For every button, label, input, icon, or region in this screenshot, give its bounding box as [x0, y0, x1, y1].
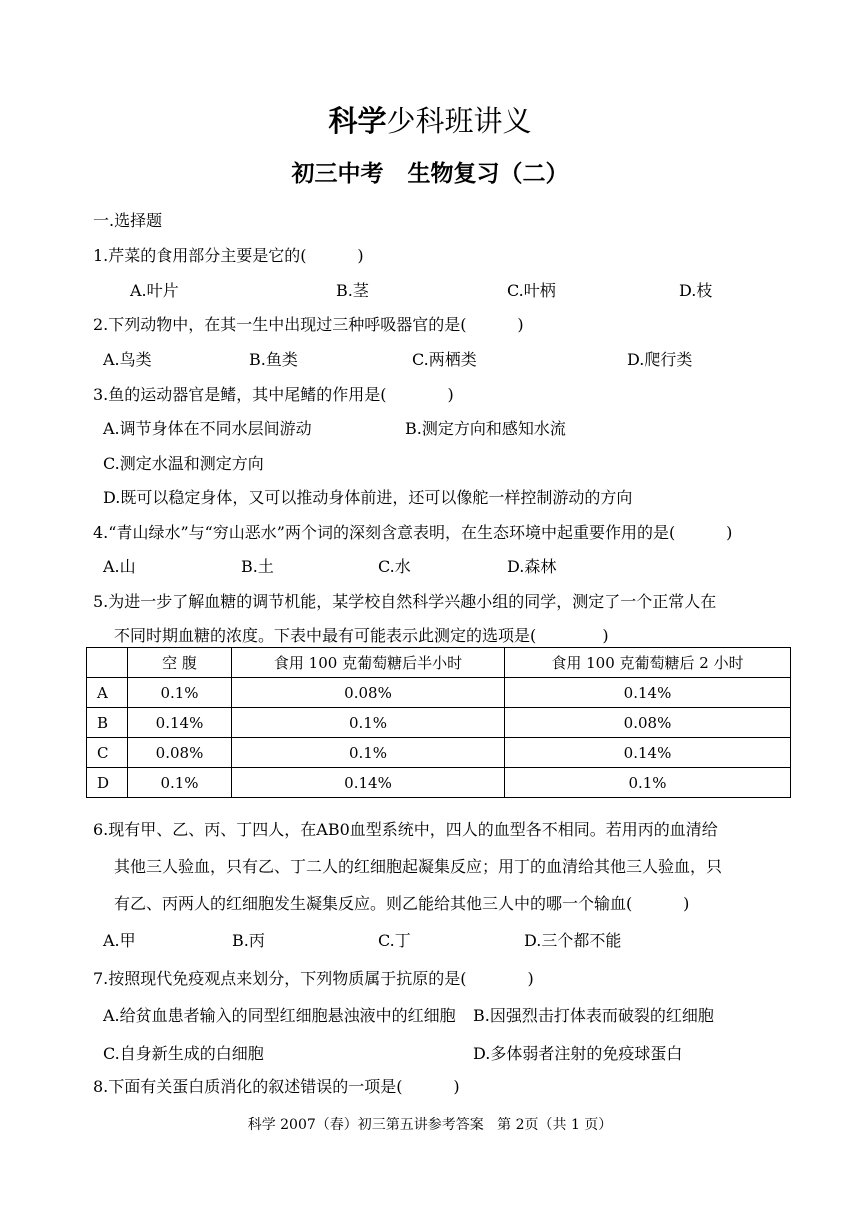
question-option: D.三个都不能: [524, 931, 622, 950]
question-option: C.测定水温和测定方向: [103, 454, 264, 473]
table-cell: 0.08%: [128, 738, 232, 768]
question-stem: 1.芹菜的食用部分主要是它的( ): [93, 246, 364, 265]
question-option: C.水: [378, 557, 411, 576]
question-option: B.测定方向和感知水流: [405, 419, 566, 438]
question-option: A.调节身体在不同水层间游动: [103, 419, 312, 438]
question-option: C.两栖类: [412, 350, 477, 369]
question-option: A.鸟类: [103, 350, 152, 369]
table-cell: 0.1%: [128, 678, 232, 708]
table-cell: A: [87, 678, 128, 708]
question-stem: 5.为进一步了解血糖的调节机能，某学校自然科学兴趣小组的同学，测定了一个正常人在: [93, 592, 717, 611]
question-stem: 8.下面有关蛋白质消化的叙述错误的一项是( ): [93, 1077, 460, 1096]
question-option: A.山: [103, 557, 136, 576]
table-cell: C: [87, 738, 128, 768]
table-cell: 0.1%: [232, 738, 505, 768]
question-option: C.自身新生成的白细胞: [103, 1044, 264, 1063]
question-option: D.枝: [679, 281, 713, 300]
table-row: [87, 678, 791, 708]
question-stem: 6.现有甲、乙、丙、丁四人，在AB0血型系统中，四人的血型各不相同。若用丙的血清给: [93, 820, 718, 839]
question-option: B.丙: [232, 931, 265, 950]
question-option: C.丁: [378, 931, 411, 950]
table-header-row: [87, 648, 791, 678]
question-option: B.鱼类: [249, 350, 298, 369]
question-option: D.既可以稳定身体，又可以推动身体前进，还可以像舵一样控制游动的方向: [103, 488, 633, 507]
table-cell: 0.08%: [505, 708, 791, 738]
table-header-cell: [87, 648, 128, 678]
table-cell: 0.1%: [505, 768, 791, 798]
question-option: B.茎: [336, 281, 369, 300]
question-stem-continued: 不同时期血糖的浓度。下表中最有可能表示此测定的选项是( ): [114, 626, 609, 645]
title-bold: 科学: [328, 104, 387, 138]
page-subtitle: 初三中考 生物复习（二）: [291, 160, 569, 187]
question-option: A.甲: [103, 931, 136, 950]
question-option: C.叶柄: [507, 281, 556, 300]
title-rest: 少科班讲义: [386, 104, 532, 138]
table-header-cell: 食用 100 克葡萄糖后 2 小时: [505, 648, 791, 678]
table-row: [87, 738, 791, 768]
question-stem: 3.鱼的运动器官是鳍，其中尾鳍的作用是( ): [93, 385, 454, 404]
table-cell: 0.14%: [232, 768, 505, 798]
question-stem: 7.按照现代免疫观点来划分，下列物质属于抗原的是( ): [93, 969, 534, 988]
table-cell: 0.08%: [232, 678, 505, 708]
table-header-cell: 空 腹: [128, 648, 232, 678]
table-cell: 0.14%: [505, 738, 791, 768]
table-row: [87, 768, 791, 798]
question-option: D.森林: [507, 557, 557, 576]
question-stem: 2.下列动物中，在其一生中出现过三种呼吸器官的是( ): [93, 315, 524, 334]
table-cell: 0.1%: [232, 708, 505, 738]
question-option: D.多体弱者注射的免疫球蛋白: [473, 1044, 683, 1063]
table-header-cell: 食用 100 克葡萄糖后半小时: [232, 648, 505, 678]
question-option: A.叶片: [130, 281, 179, 300]
question-option: B.因强烈击打体表而破裂的红细胞: [473, 1006, 714, 1025]
table-cell: 0.14%: [505, 678, 791, 708]
question-stem: 4.“青山绿水”与“穷山恶水”两个词的深刻含意表明，在生态环境中起重要作用的是( ): [93, 523, 733, 542]
page-footer: 科学 2007（春）初三第五讲参考答案 第 2页（共 1 页）: [247, 1117, 613, 1133]
table-cell: D: [87, 768, 128, 798]
table-cell: 0.1%: [128, 768, 232, 798]
page-title: [0, 99, 860, 140]
table-cell: 0.14%: [128, 708, 232, 738]
table-row: [87, 708, 791, 738]
question-stem-continued: 有乙、丙两人的红细胞发生凝集反应。则乙能给其他三人中的哪一个输血( ): [114, 894, 690, 913]
question-stem-continued: 其他三人验血，只有乙、丁二人的红细胞起凝集反应；用丁的血清给其他三人验血，只: [114, 857, 723, 876]
section-heading: 一.选择题: [93, 211, 163, 230]
question-option: D.爬行类: [627, 350, 693, 369]
blood-sugar-table: [86, 647, 791, 798]
table-cell: B: [87, 708, 128, 738]
question-option: B.土: [241, 557, 274, 576]
question-option: A.给贫血患者输入的同型红细胞悬浊液中的红细胞: [103, 1006, 456, 1025]
